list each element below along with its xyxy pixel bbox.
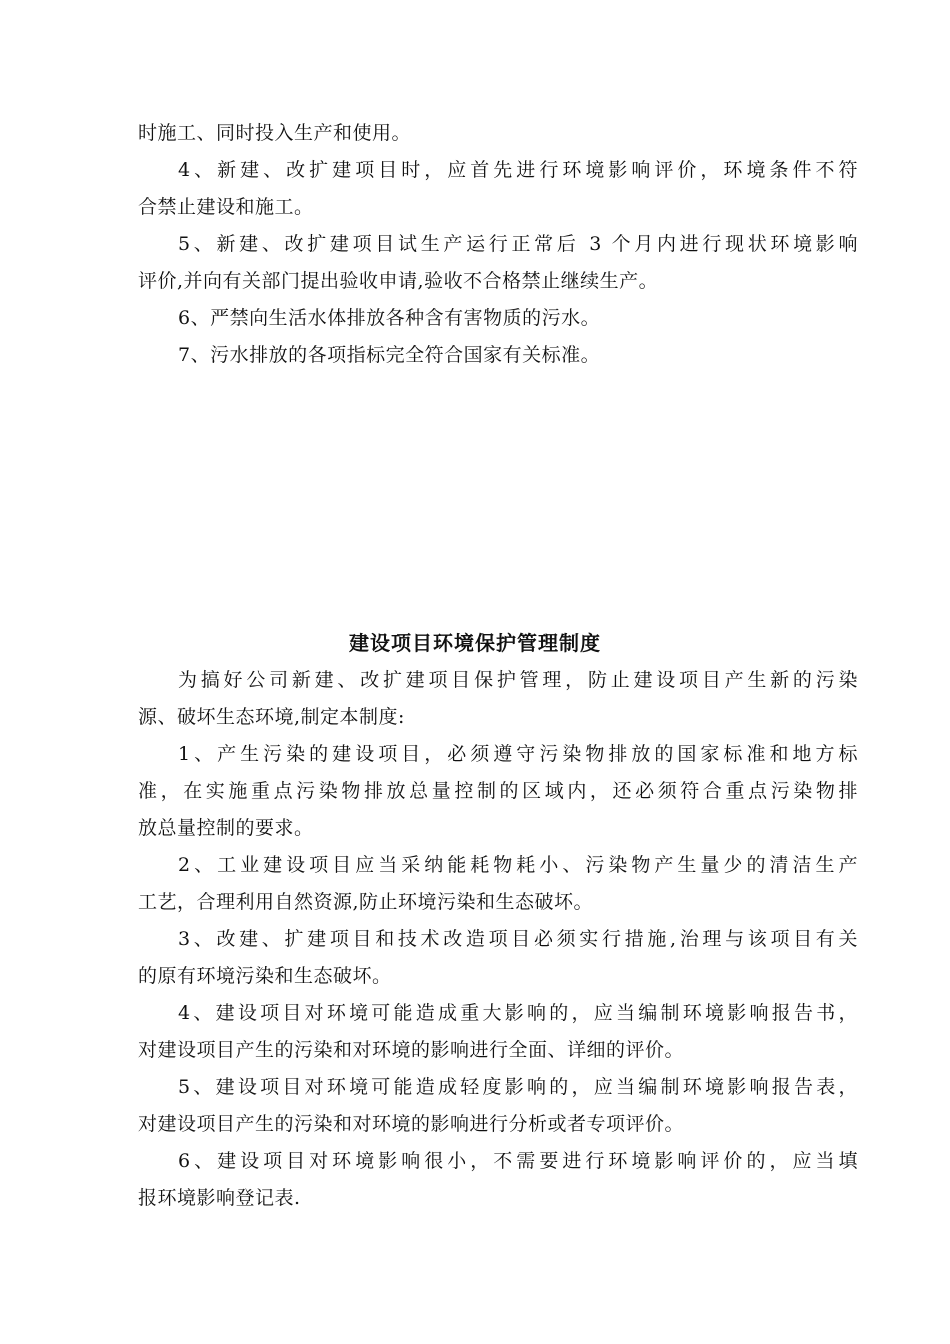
paragraph-line: 为搞好公司新建、改扩建项目保护管理，防止建设项目产生新的污染 xyxy=(178,669,858,691)
paragraph-line: 准，在实施重点污染物排放总量控制的区域内，还必须符合重点污染物排 xyxy=(138,780,858,802)
paragraph-line: 合禁止建设和施工。 xyxy=(138,196,314,218)
paragraph-line: 6、建设项目对环境影响很小，不需要进行环境影响评价的，应当填 xyxy=(178,1150,858,1172)
paragraph-line: 2、工业建设项目应当采纳能耗物耗小、污染物产生量少的清洁生产 xyxy=(178,854,858,876)
paragraph-line: 5、建设项目对环境可能造成轻度影响的，应当编制环境影响报告表， xyxy=(178,1076,858,1098)
paragraph-line: 源、破坏生态环境,制定本制度: xyxy=(138,706,405,728)
paragraph-line: 对建设项目产生的污染和对环境的影响进行分析或者专项评价。 xyxy=(138,1113,685,1135)
paragraph-line: 4、建设项目对环境可能造成重大影响的，应当编制环境影响报告书， xyxy=(178,1002,858,1024)
paragraph-line: 6、严禁向生活水体排放各种含有害物质的污水。 xyxy=(178,307,601,329)
section-title: 建设项目环境保护管理制度 xyxy=(349,631,601,655)
paragraph-line: 评价,并向有关部门提出验收申请,验收不合格禁止继续生产。 xyxy=(138,270,659,292)
paragraph-line: 放总量控制的要求。 xyxy=(138,817,314,839)
paragraph-line: 7、污水排放的各项指标完全符合国家有关标准。 xyxy=(178,344,601,366)
section-2-body xyxy=(138,662,858,1217)
section-1-body xyxy=(138,115,858,374)
paragraph-line: 对建设项目产生的污染和对环境的影响进行全面、详细的评价。 xyxy=(138,1039,685,1061)
paragraph-line: 1、产生污染的建设项目，必须遵守污染物排放的国家标准和地方标 xyxy=(178,743,858,765)
paragraph-line: 5、新建、改扩建项目试生产运行正常后 3 个月内进行现状环境影响 xyxy=(178,233,858,255)
paragraph-line: 的原有环境污染和生态破坏。 xyxy=(138,965,392,987)
paragraph-line: 时施工、同时投入生产和使用。 xyxy=(138,122,412,144)
paragraph-line: 3、改建、扩建项目和技术改造项目必须实行措施,治理与该项目有关 xyxy=(178,928,858,950)
paragraph-line: 4、新建、改扩建项目时，应首先进行环境影响评价，环境条件不符 xyxy=(178,159,858,181)
paragraph-line: 工艺，合理利用自然资源,防止环境污染和生态破坏。 xyxy=(138,891,594,913)
paragraph-line: 报环境影响登记表. xyxy=(138,1187,301,1209)
